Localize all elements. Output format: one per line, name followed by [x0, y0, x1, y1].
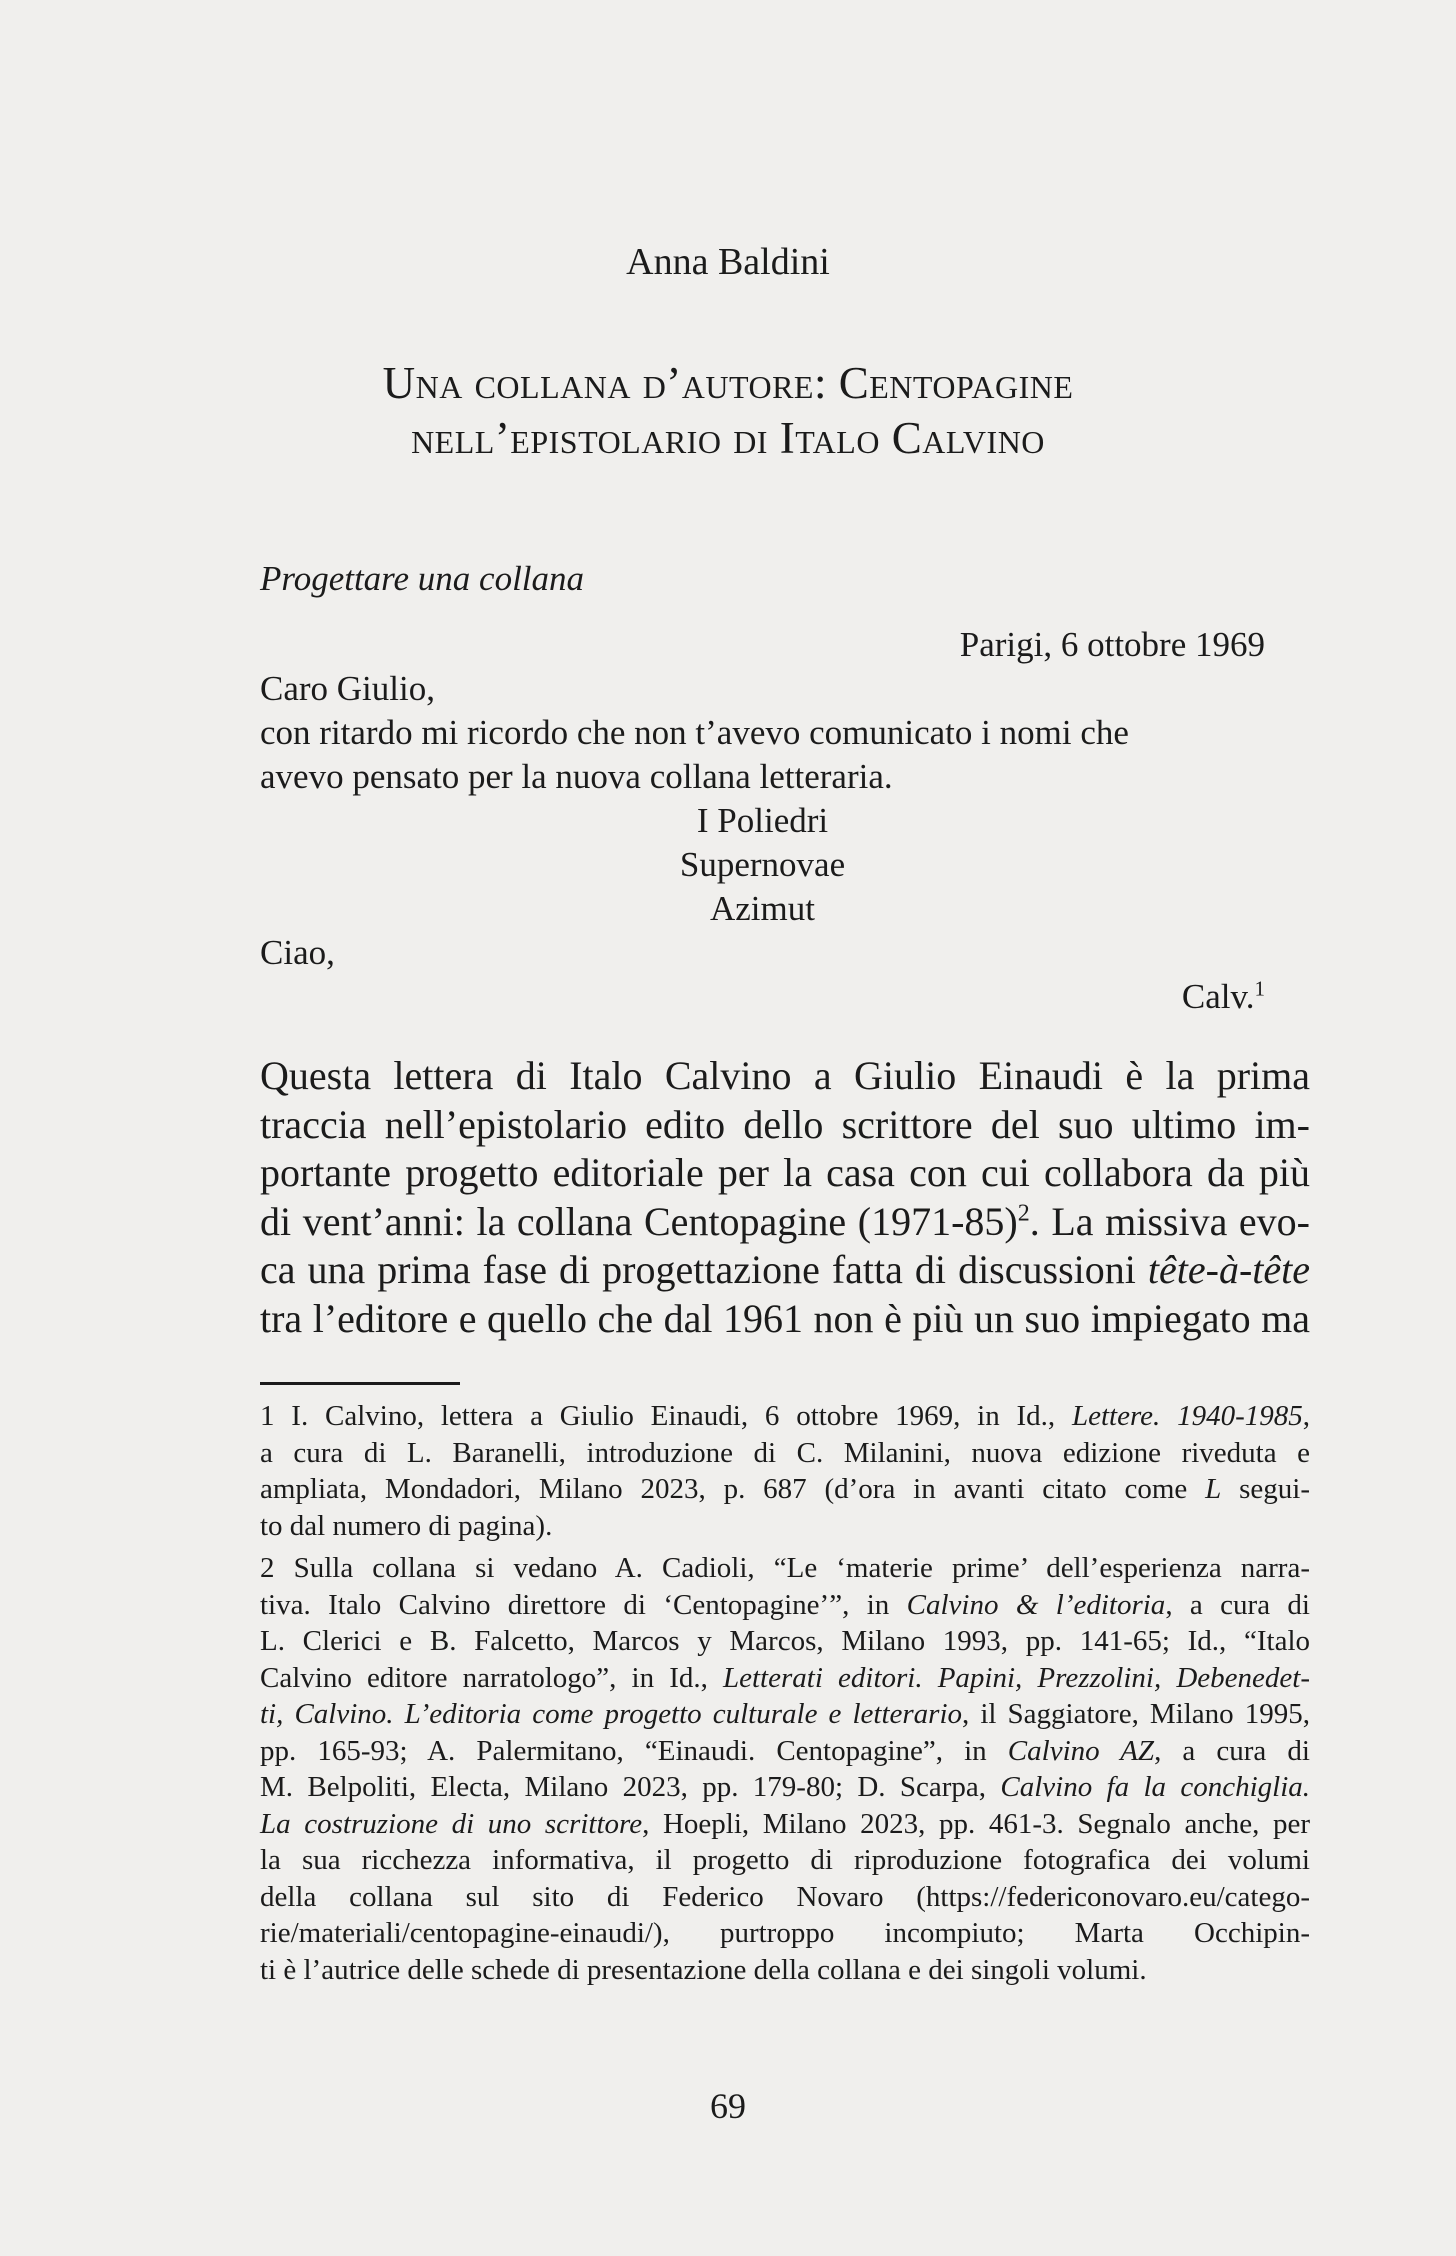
- footnote-line: [260, 1696, 1310, 1733]
- footnote-line: ti è l’autrice delle schede di presentazione della collana e dei singoli volumi.: [260, 1953, 1147, 1986]
- paragraph-text: di vent’anni: la collana Centopagine (1971-85): [260, 1198, 1018, 1244]
- section-heading: Progettare una collana: [260, 559, 585, 598]
- paragraph-italic: tête-à-tête: [1147, 1247, 1310, 1292]
- footnote-italic: Calvino AZ: [1007, 1734, 1155, 1767]
- footnote-ref-1[interactable]: 1: [1254, 976, 1265, 1001]
- footnote-text: ampliata, Mondadori, Milano 2023, p. 687 (d’ora in avanti citato come: [260, 1473, 1206, 1505]
- footnote-line: [260, 1806, 1310, 1843]
- footnote-line: della collana sul sito di Federico Novaro (https://federiconovaro.eu/catego-: [260, 1880, 1310, 1913]
- footnote-italic: L: [1205, 1473, 1222, 1505]
- page-number: 69: [710, 2086, 746, 2126]
- footnote-italic: Lettere. 1940-1985: [1071, 1400, 1303, 1432]
- footnote-line: la sua ricchezza informativa, il progetto di riproduzione fotografica dei volumi: [260, 1844, 1310, 1876]
- main-paragraph: [260, 1052, 1310, 1343]
- footnote-line: 2 Sulla collana si vedano A. Cadioli, “Le ‘materie prime’ dell’esperienza narra-: [260, 1552, 1310, 1584]
- paragraph-text: . La missiva evo-: [1029, 1198, 1310, 1244]
- letter-date: Parigi, 6 ottobre 1969: [959, 625, 1265, 664]
- letter-body-line: con ritardo mi ricordo che non t’avevo comunicato i nomi che: [260, 713, 1129, 752]
- paragraph-line: traccia nell’epistolario edito dello scrittore del suo ultimo im-: [260, 1101, 1310, 1147]
- footnote-divider: [260, 1382, 460, 1385]
- signature-text: Calv.: [1181, 977, 1255, 1016]
- proposed-name: I Poliedri: [696, 801, 829, 840]
- author-name: Anna Baldini: [626, 241, 830, 283]
- proposed-name: Azimut: [710, 889, 815, 928]
- title-line-2: nell’epistolario di Italo Calvino: [411, 413, 1045, 463]
- footnote-line: to dal numero di pagina).: [260, 1509, 553, 1542]
- proposed-name: Supernovae: [679, 845, 846, 884]
- paragraph-line: Questa lettera di Italo Calvino a Giulio Einaudi è la prima: [260, 1053, 1310, 1098]
- footnote-text: 1 I. Calvino, lettera a Giulio Einaudi, 6 ottobre 1969, in Id.,: [260, 1400, 1072, 1432]
- footnote-italic: ti, Calvino. L’editoria come progetto culturale e letterario: [260, 1698, 963, 1730]
- footnote-text: , a cura di: [1165, 1588, 1310, 1621]
- footnote-line: [260, 1398, 1310, 1435]
- footnote-line: [260, 1769, 1310, 1806]
- footnote-line: L. Clerici e B. Falcetto, Marcos y Marcos, Milano 1993, pp. 141-65; Id., “Italo: [260, 1625, 1310, 1657]
- footnote-italic: Calvino & l’editoria: [906, 1588, 1166, 1621]
- footnote-text: ,: [1302, 1400, 1310, 1432]
- paragraph-line: tra l’editore e quello che dal 1961 non è più un suo impiegato ma: [260, 1295, 1310, 1341]
- title-line-1: Una collana d’autore: Centopagine: [382, 358, 1074, 408]
- footnotes: [260, 1398, 1310, 1994]
- footnote-text: pp. 165-93; A. Palermitano, “Einaudi. Centopagine”, in: [260, 1734, 1008, 1767]
- proposed-names-list: [260, 799, 1265, 931]
- footnote-text: segui-: [1221, 1473, 1310, 1505]
- paragraph-line: [260, 1246, 1310, 1295]
- footnote-text: , a cura di: [1154, 1734, 1310, 1767]
- footnote-text: , il Saggiatore, Milano 1995,: [962, 1698, 1310, 1730]
- footnote-line: a cura di L. Baranelli, introduzione di C. Milanini, nuova edizione riveduta e: [260, 1436, 1310, 1469]
- footnote-text: tiva. Italo Calvino direttore di ‘Centopagine’”, in: [260, 1588, 907, 1621]
- letter-salutation: Caro Giulio,: [260, 669, 435, 708]
- footnote-line: [260, 1471, 1310, 1508]
- footnote-ref-2[interactable]: 2: [1017, 1200, 1030, 1227]
- article-title: [0, 356, 1456, 466]
- footnote-italic: Calvino fa la conchiglia.: [1000, 1771, 1311, 1803]
- footnote-text: M. Belpoliti, Electa, Milano 2023, pp. 179-80; D. Scarpa,: [260, 1771, 1001, 1803]
- footnote-2: [260, 1550, 1310, 1988]
- footnote-text: , Hoepli, Milano 2023, pp. 461-3. Segnalo anche, per: [642, 1807, 1310, 1840]
- letter-body-line: avevo pensato per la nuova collana letteraria.: [260, 757, 893, 796]
- footnote-line: [260, 1587, 1310, 1624]
- paragraph-line: portante progetto editoriale per la casa con cui collabora da più: [260, 1150, 1310, 1195]
- footnote-line: [260, 1660, 1310, 1697]
- footnote-italic: Letterati editori. Papini, Prezzolini, Debenedet-: [723, 1661, 1310, 1694]
- footnote-line: [260, 1733, 1310, 1770]
- letter-body: [260, 711, 1265, 799]
- paragraph-text: ca una prima fase di progettazione fatta di discussioni: [260, 1247, 1148, 1292]
- footnote-text: Calvino editore narratologo”, in Id.,: [260, 1661, 723, 1694]
- footnote-italic: La costruzione di uno scrittore: [260, 1807, 643, 1840]
- letter-closing: Ciao,: [260, 933, 335, 972]
- paragraph-line: [260, 1198, 1310, 1247]
- footnote-1: [260, 1398, 1310, 1544]
- footnote-line: rie/materiali/centopagine-einaudi/), purtroppo incompiuto; Marta Occhipin-: [260, 1917, 1310, 1949]
- letter-signature: [260, 975, 1265, 1019]
